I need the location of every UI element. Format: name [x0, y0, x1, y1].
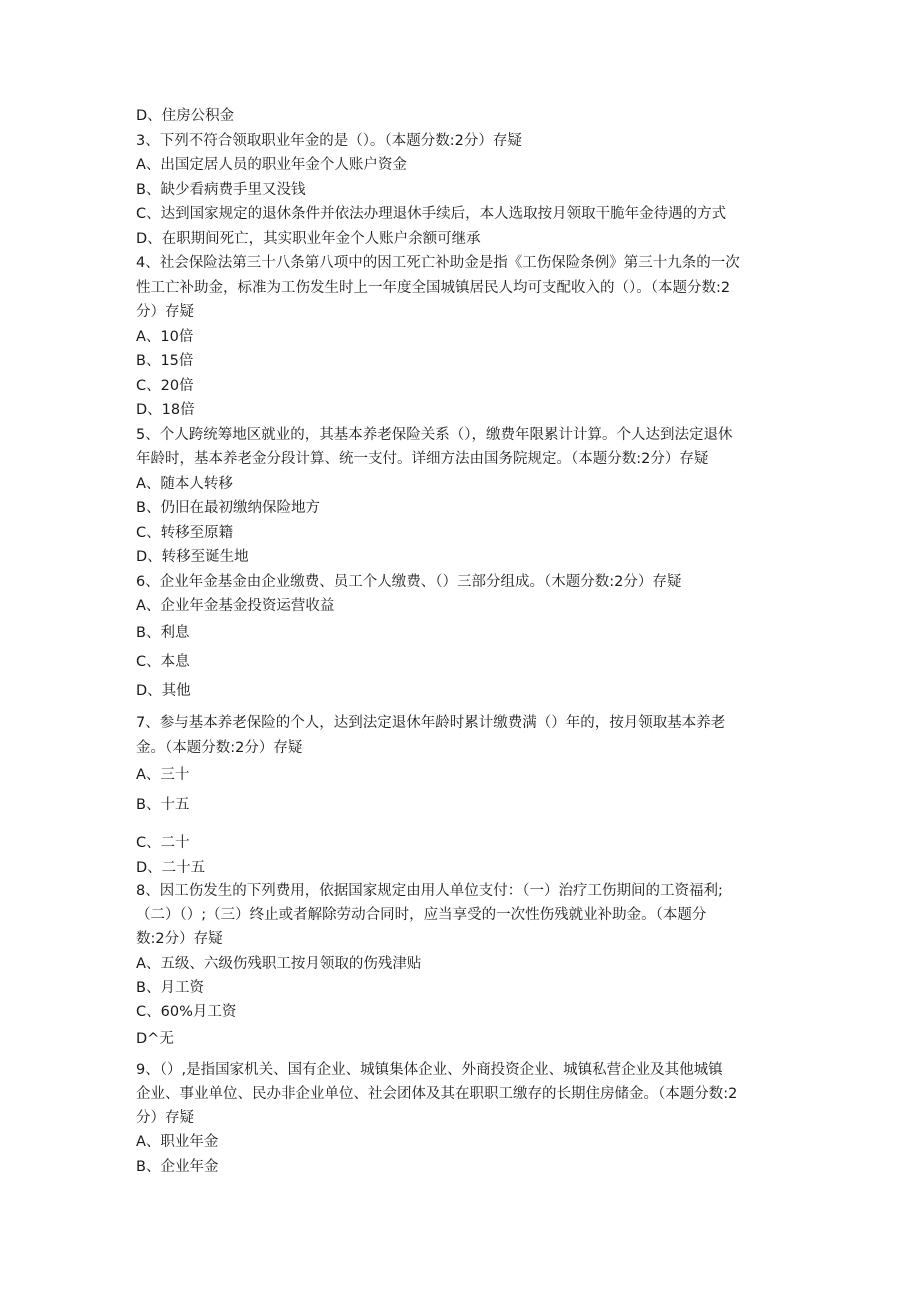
- question-4-cont: 分）存疑: [136, 304, 194, 320]
- option-a: A、职业年金: [136, 1134, 219, 1150]
- question-6: 6、企业年金基金由企业缴费、员工个人缴费、（）三部分组成。（木题分数:2分）存疑: [136, 574, 682, 590]
- question-8-cont: （二）（）;（三）终止或者解除劳动合同时，应当享受的一次性伤残就业补助金。（本题分: [136, 907, 707, 923]
- option-b: B、十五: [136, 797, 190, 813]
- question-9-cont: 企业、事业单位、民办非企业单位、社会团体及其在职职工缴存的长期住房储金。（本题分数:2: [136, 1086, 738, 1102]
- option-a: A、出国定居人员的职业年金个人账户资金: [136, 157, 407, 173]
- option-d: D、二十五: [136, 860, 206, 876]
- option-b: B、15倍: [136, 353, 194, 369]
- option-c: C、20倍: [136, 378, 194, 394]
- option-c: C、达到国家规定的退休条件并依法办理退休手续后，本人选取按月领取干脆年金待遇的方式: [136, 206, 727, 222]
- option-c: C、本息: [136, 654, 190, 670]
- option-d: D、在职期间死亡，其实职业年金个人账户余额可继承: [136, 231, 481, 247]
- option-b: B、仍旧在最初缴纳保险地方: [136, 500, 320, 516]
- option-c: C、60%月工资: [136, 1004, 237, 1020]
- question-7: 7、参与基本养老保险的个人，达到法定退休年龄时累计缴费满（）年的，按月领取基本养老: [136, 715, 726, 731]
- option-b: B、企业年金: [136, 1159, 219, 1175]
- option-a: A、企业年金基金投资运营收益: [136, 598, 335, 614]
- option-d: D^无: [136, 1031, 174, 1047]
- question-5-cont: 年龄时，基本养老金分段计算、统一支付。详细方法由国务院规定。（本题分数:2分）存疑: [136, 451, 709, 467]
- question-9-cont: 分）存疑: [136, 1110, 194, 1126]
- question-9: 9、（）,是指国家机关、国有企业、城镇集体企业、外商投资企业、城镇私营企业及其他城镇: [136, 1062, 723, 1078]
- option-d: D、18倍: [136, 402, 195, 418]
- option-b: B、缺少看病费手里又没钱: [136, 182, 306, 198]
- option-b: B、月工资: [136, 980, 204, 996]
- option-a: A、五级、六级伤残职工按月领取的伤残津贴: [136, 956, 422, 972]
- question-8-cont: 数:2分）存疑: [136, 931, 223, 947]
- option-c: C、转移至原籍: [136, 525, 234, 541]
- option-a: A、10倍: [136, 329, 194, 345]
- question-8: 8、因工伤发生的下列费用，依据国家规定由用人单位支付：（一）治疗工伤期间的工资福利;: [136, 883, 723, 899]
- option-a: A、三十: [136, 767, 190, 783]
- question-4: 4、社会保险法第三十八条第八项中的因工死亡补助金是指《工伤保险条例》第三十九条的一次: [136, 255, 740, 271]
- question-7-cont: 金。（本题分数:2分）存疑: [136, 740, 303, 756]
- option-b: B、利息: [136, 625, 190, 641]
- option-3-prev-d: D、住房公积金: [136, 108, 235, 124]
- option-d: D、其他: [136, 683, 191, 699]
- option-c: C、二十: [136, 835, 190, 851]
- option-d: D、转移至诞生地: [136, 549, 249, 565]
- question-5: 5、个人跨统筹地区就业的，其基本养老保险关系（），缴费年限累计计算。个人达到法定退休: [136, 427, 733, 443]
- question-3: 3、下列不符合领取职业年金的是（）。（本题分数:2分）存疑: [136, 133, 522, 149]
- question-4-cont: 性工亡补助金，标准为工伤发生时上一年度全国城镇居民人均可支配收入的（）。（本题分数:2: [136, 280, 731, 296]
- option-a: A、随本人转移: [136, 476, 233, 492]
